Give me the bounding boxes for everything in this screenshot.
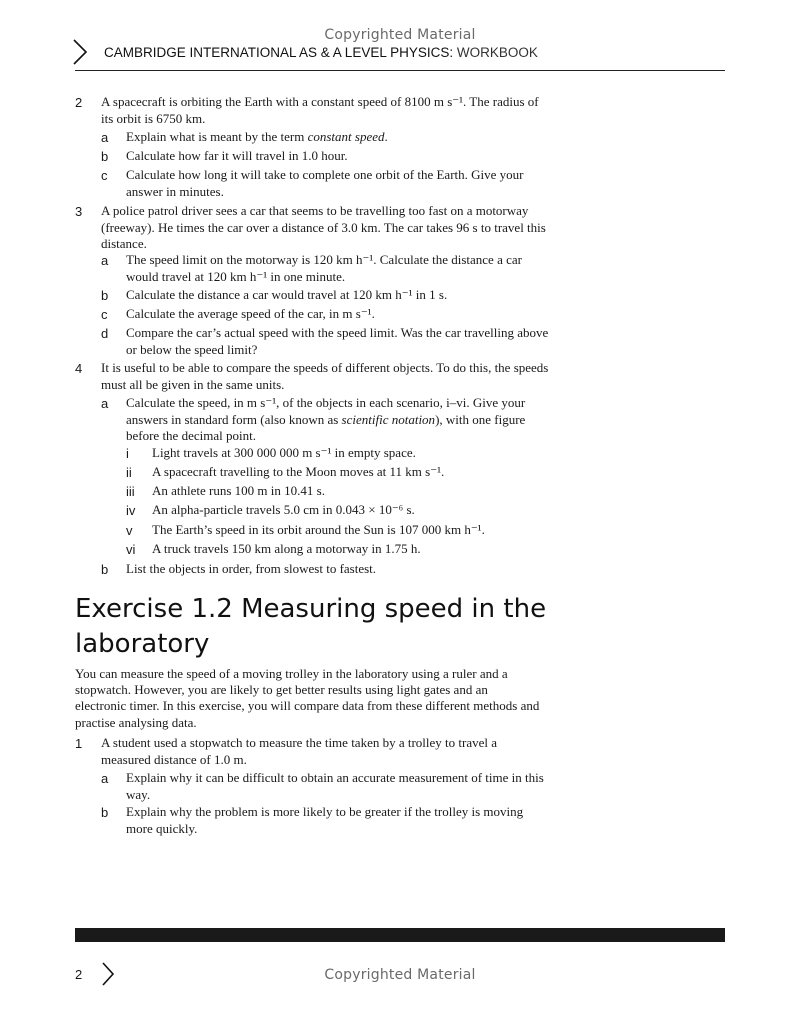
question-text: List the objects in order, from slowest to fastest.: [126, 561, 377, 576]
question-text: Compare the car’s actual speed with the speed limit. Was the car travelling above or below the speed limit?: [126, 325, 549, 357]
question-text: The Earth’s speed in its orbit around the Sun is 107 000 km h⁻¹.: [152, 522, 485, 537]
item-number: 4: [75, 361, 83, 376]
text-part: ), with one figure before the decimal point.: [126, 411, 526, 443]
question-text: Calculate the distance a car would travel at 120 km h⁻¹ in 1 s.: [126, 287, 448, 302]
emphasis-text: constant speed: [307, 129, 385, 144]
text-part: .: [384, 129, 388, 144]
item-number: b: [101, 149, 109, 164]
footer-bar: [75, 928, 725, 942]
item-number: c: [101, 168, 108, 183]
question-text: A truck travels 150 km along a motorway in 1.75 h.: [152, 541, 421, 556]
text-part: Explain what is meant by the term: [126, 129, 308, 144]
item-number: d: [101, 326, 109, 341]
item-number: v: [126, 523, 133, 538]
emphasis-text: scientific notation: [341, 411, 436, 427]
text-part: Calculate the speed, in m s⁻¹, of the objects in each scenario, i–vi. Give your answers in standard form (also known as: [126, 395, 526, 427]
question-text: A police patrol driver sees a car that seems to be travelling too fast on a motorway (freeway). He times the car over a distance of 3.0 km. The car takes 96 s to travel this distance.: [101, 203, 546, 251]
question-text: A student used a stopwatch to measure the time taken by a trolley to travel a measured distance of 1.0 m.: [101, 735, 498, 767]
item-number: a: [101, 396, 109, 411]
item-number: a: [101, 130, 109, 145]
book-subtitle: WORKBOOK: [456, 45, 538, 60]
question-text: Light travels at 300 000 000 m s⁻¹ in empty space.: [152, 445, 416, 460]
question-text: Calculate the average speed of the car, in m s⁻¹.: [126, 306, 375, 321]
question-text: It is useful to be able to compare the speeds of different objects. To do this, the speeds must all be given in the same units.: [101, 360, 549, 392]
item-number: 3: [75, 204, 83, 219]
question-text: Explain why it can be difficult to obtain an accurate measurement of time in this way.: [126, 770, 544, 802]
chevron-right-icon: [70, 38, 92, 66]
question-text: Explain why the problem is more likely to be greater if the trolley is moving more quickly.: [126, 804, 524, 836]
item-number: 1: [75, 736, 83, 751]
item-number: iv: [126, 503, 136, 518]
item-number: a: [101, 771, 109, 786]
header-rule: [75, 70, 725, 71]
page-number: 2: [75, 967, 83, 982]
question-text: A spacecraft travelling to the Moon moves at 11 km s⁻¹.: [152, 464, 445, 479]
item-number: a: [101, 253, 109, 268]
question-text: [126, 129, 550, 146]
item-number: b: [101, 805, 109, 820]
watermark-top: Copyrighted Material: [324, 27, 476, 43]
item-number: b: [101, 562, 109, 577]
item-number: 2: [75, 95, 83, 110]
item-number: iii: [126, 484, 135, 499]
exercise-intro: You can measure the speed of a moving trolley in the laboratory using a ruler and a stopwatch. However, you are likely to get better results using light gates and an electronic timer. In this exercise, you will compare data from these different methods and practise analysing data.: [75, 666, 540, 730]
question-text: Calculate how far it will travel in 1.0 hour.: [126, 148, 348, 163]
running-header: [104, 45, 538, 60]
question-text: [126, 395, 550, 445]
question-text: An alpha-particle travels 5.0 cm in 0.043 × 10⁻⁶ s.: [152, 502, 415, 517]
watermark-bottom: Copyrighted Material: [324, 967, 476, 983]
item-number: ii: [126, 465, 132, 480]
book-title: CAMBRIDGE INTERNATIONAL AS & A LEVEL PHYSICS:: [104, 45, 454, 60]
item-number: i: [126, 446, 129, 461]
item-number: b: [101, 288, 109, 303]
exercise-heading: Exercise 1.2 Measuring speed in the laboratory: [75, 594, 547, 659]
item-number: c: [101, 307, 108, 322]
question-text: Calculate how long it will take to complete one orbit of the Earth. Give your answer in minutes.: [126, 167, 524, 199]
question-text: An athlete runs 100 m in 10.41 s.: [152, 483, 325, 498]
question-text: The speed limit on the motorway is 120 km h⁻¹. Calculate the distance a car would travel at 120 km h⁻¹ in one minute.: [126, 252, 522, 284]
item-number: vi: [126, 542, 136, 557]
question-text: A spacecraft is orbiting the Earth with a constant speed of 8100 m s⁻¹. The radius of its orbit is 6750 km.: [101, 94, 539, 126]
